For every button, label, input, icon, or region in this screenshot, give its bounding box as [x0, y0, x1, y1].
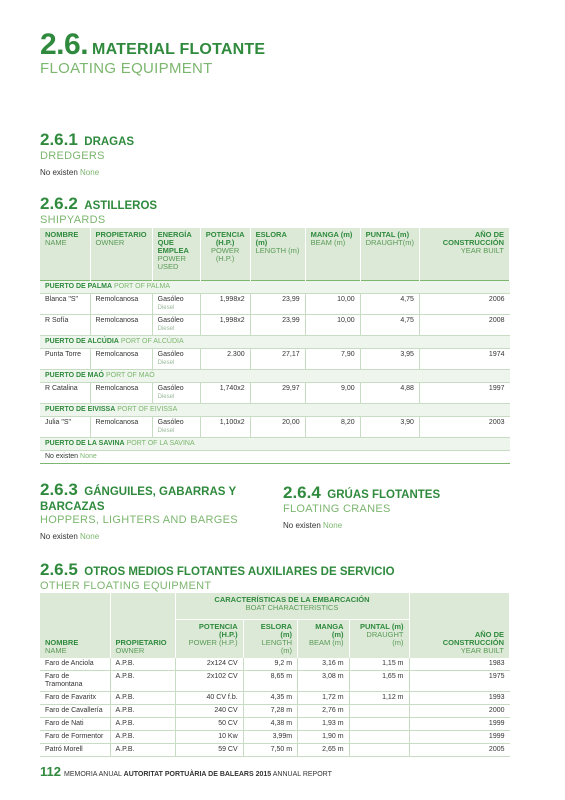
other-col-name: NOMBRE NAME [40, 593, 110, 658]
table-row: Punta Torre Remolcanosa Gasóleo Diesel 2.300 27,17 7,90 3,95 1974 [40, 348, 510, 369]
shipyards-col-5: MANGA (m) BEAM (m) [305, 228, 360, 280]
table-row: R Catalina Remolcanosa Gasóleo Diesel 1,740x2 29,97 9,00 4,88 1997 [40, 382, 510, 403]
table-row: Faro de Anciola A.P.B. 2x124 CV 9,2 m 3,16 m 1,15 m 1983 [40, 658, 510, 671]
hoppers-subtitle: HOPPERS, LIGHTERS AND BARGES [40, 514, 238, 526]
other-number: 2.6.5 [40, 560, 78, 579]
dredgers-number: 2.6.1 [40, 130, 78, 149]
cranes-title: GRÚAS FLOTANTES [327, 489, 441, 501]
section-number: 2.6. [40, 28, 89, 61]
dredgers-subtitle: DREDGERS [40, 150, 105, 162]
shipyards-col-6: PUNTAL (m) DRAUGHT(m) [360, 228, 419, 280]
cranes-none: No existen None [283, 521, 343, 530]
shipyards-subtitle: SHIPYARDS [40, 214, 106, 226]
other-col-beam: MANGA (m) BEAM (m) [298, 619, 349, 658]
section-title: MATERIAL FLOTANTE [92, 41, 266, 58]
shipyards-col-4: ESLORA (m) LENGTH (m) [250, 228, 305, 280]
other-col-draught: PUNTAL (m) DRAUGHT (m) [349, 619, 409, 658]
other-col-year: AÑO DE CONSTRUCCIÓN YEAR BUILT [409, 593, 510, 658]
table-row: Faro de Tramontana A.P.B. 2x102 CV 8,65 m 3,08 m 1,65 m 1975 [40, 671, 510, 692]
shipyards-col-2: ENERGÍA QUE EMPLEA POWER USED [152, 228, 200, 280]
shipyards-col-0: NOMBRE NAME [40, 228, 90, 280]
dredgers-title: DRAGAS [84, 136, 135, 148]
port-header: PUERTO DE EIVISSA PORT OF EIVISSA [40, 403, 510, 416]
hoppers-none: No existen None [40, 532, 100, 541]
other-section [40, 560, 395, 592]
table-row: Faro de Cavallería A.P.B. 240 CV 7,28 m 2,76 m 2000 [40, 705, 510, 718]
cranes-section [283, 483, 440, 530]
page-footer: 112 MEMORIA ANUAL AUTORITAT PORTUÀRIA DE BALEARS 2015 ANNUAL REPORT [40, 764, 332, 779]
shipyards-col-1: PROPIETARIO OWNER [90, 228, 152, 280]
table-row-none: No existen None [40, 450, 510, 463]
shipyards-section [40, 194, 157, 226]
port-header: PUERTO DE ALCÚDIA PORT OF ALCÚDIA [40, 335, 510, 348]
hoppers-section [40, 480, 260, 541]
shipyards-title: ASTILLEROS [84, 200, 158, 212]
other-title: OTROS MEDIOS FLOTANTES AUXILIARES DE SERVICIO [84, 566, 395, 578]
other-subtitle: OTHER FLOATING EQUIPMENT [40, 580, 212, 592]
other-group-header: CARACTERÍSTICAS DE LA EMBARCACIÓN BOAT CHARACTERISTICS [175, 593, 409, 619]
port-header: PUERTO DE LA SAVINA PORT OF LA SAVINA [40, 437, 510, 450]
port-header: PUERTO DE MAÓ PORT OF MAÓ [40, 369, 510, 382]
table-row: Faro de Formentor A.P.B. 10 Kw 3,99m 1,90 m 1999 [40, 731, 510, 744]
other-table [40, 593, 510, 757]
page-number: 112 [40, 764, 61, 779]
shipyards-table [40, 228, 510, 464]
cranes-number: 2.6.4 [283, 483, 321, 502]
section-subtitle: FLOATING EQUIPMENT [40, 60, 213, 77]
table-row: Blanca "S" Remolcanosa Gasóleo Diesel 1,998x2 23,99 10,00 4,75 2006 [40, 293, 510, 314]
dredgers-none: No existen None [40, 168, 100, 177]
other-col-owner: PROPIETARIO OWNER [110, 593, 175, 658]
other-col-power: POTENCIA (H.P.) POWER (H.P.) [175, 619, 243, 658]
dredgers-section [40, 130, 134, 177]
table-row: Patró Morell A.P.B. 59 CV 7,50 m 2,65 m 2005 [40, 744, 510, 757]
shipyards-col-7: AÑO DE CONSTRUCCIÓN YEAR BUILT [419, 228, 509, 280]
table-row: Julia "S" Remolcanosa Gasóleo Diesel 1,100x2 20,00 8,20 3,90 2003 [40, 416, 510, 437]
port-header: PUERTO DE PALMA PORT OF PALMA [40, 280, 510, 293]
hoppers-title: GÁNGUILES, GABARRAS Y BARCAZAS [40, 486, 236, 513]
other-col-length: ESLORA (m) LENGTH (m) [243, 619, 297, 658]
hoppers-number: 2.6.3 [40, 480, 78, 499]
table-row: R Sofía Remolcanosa Gasóleo Diesel 1,998x2 23,99 10,00 4,75 2008 [40, 314, 510, 335]
cranes-subtitle: FLOATING CRANES [283, 503, 391, 515]
shipyards-number: 2.6.2 [40, 194, 78, 213]
page-header [40, 28, 265, 77]
table-row: Faro de Favaritx A.P.B. 40 CV f.b. 4,35 m 1,72 m 1,12 m 1993 [40, 692, 510, 705]
table-row: Faro de Nati A.P.B. 50 CV 4,38 m 1,93 m 1999 [40, 718, 510, 731]
shipyards-col-3: POTENCIA (H.P.) POWER (H.P.) [200, 228, 250, 280]
